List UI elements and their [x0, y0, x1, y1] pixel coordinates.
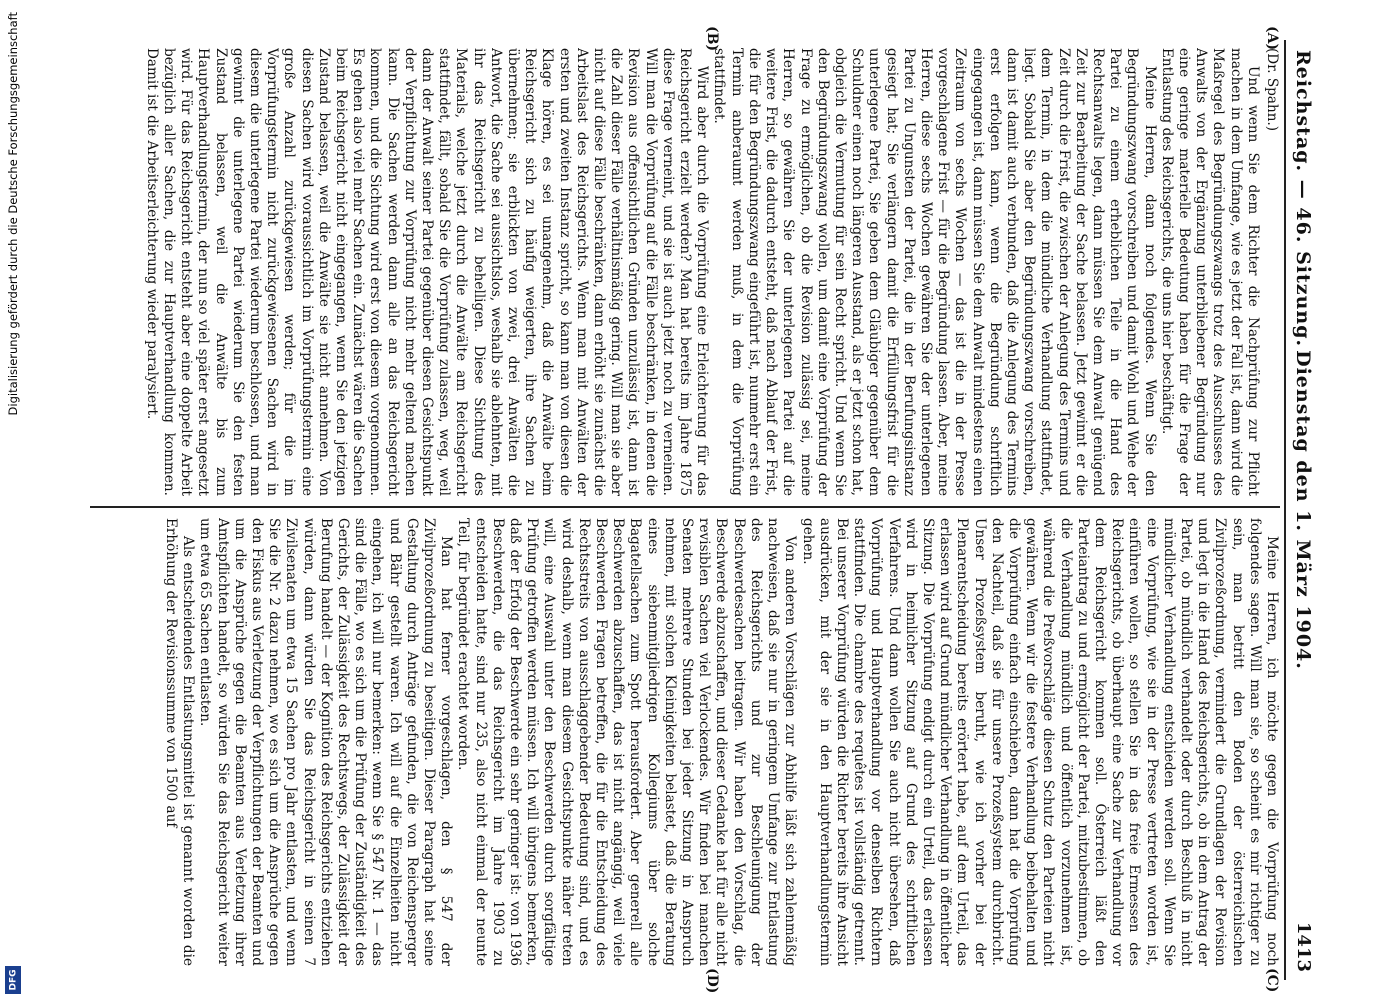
speaker-name: (Dr. Spahn.) [1264, 48, 1280, 132]
margin-marker-b: (B) [704, 26, 720, 52]
margin-marker-d: (D) [704, 968, 720, 994]
dfg-logo-text: DFG [8, 969, 19, 991]
page-number: 1413 [1293, 921, 1314, 972]
right-column [90, 518, 1280, 966]
dfg-logo [5, 966, 21, 994]
rotated-sheet [80, 26, 1320, 994]
header-rule [1284, 40, 1286, 980]
header-date: Dienstag den 1. März 1904. [1292, 350, 1314, 670]
column-divider [90, 506, 1280, 508]
paragraph: Von anderen Vorschlägen zur Abhilfe läßt sich zahlenmäßig nachweisen, daß sie nur in geringem Umfange zur Entlastung des Reichsgerichts und zur Beschleunigung der Beschwerdesachen beitragen. Wir haben den Vorschlag, die Beschwerde abzuschaffen, und dieser Gedanke hat für alle nicht revisiblen Sachen viel Verlockendes. Wir finden bei manchen Senaten mehrere Stunden bei jeder Sitzung in Anspruch nehmen, mit solchen Kleinigkeiten belastet, daß die Beratung eines siebenmitgliedrigen Kollegiums über solche Bagatellsachen zum Spott herausfordert. Aber generell alle Beschwerden abzuschaffen, das ist nicht angängig, weil viele Beschwerden Fragen betreffen, die für die Entscheidung des Rechtsstreits von ausschlaggebender Bedeutung sind, und es wird deshalb, wenn man diesem Gesichtspunkte näher treten will, eine Auswahl unter den Beschwerden durch sorgfältige Prüfung getroffen werden müssen. Ich will übrigens bemerken, daß der Erfolg der Beschwerde ein sehr geringer ist: von 1936 Beschwerden, die das Reichsgericht im Jahre 1903 zu entscheiden hatte, sind nur 235, also nicht einmal der neunte Teil, für begründet erachtet worden. [455, 518, 799, 966]
paragraph: Meine Herren, ich möchte gegen die Vorprüfung noch folgendes sagen. Will man sie, so scheint es mir richtiger zu sein, man betritt den Boden der österreichischen Zivilprozeßordnung, vermindert die Grundlagen der Revision und legt in die Hand des Reichsgerichts, ob in dem Antrag der Partei, ob mündlich verhandelt oder durch Beschluß in nicht mündlicher Verhandlung entschieden werden soll. Wenn Sie eine Vorprüfung, wie sie in der Presse vertreten worden ist, einführen wollen, so stellen Sie in das freie Ermessen des Reichsgerichts, ob überhaupt eine Sache zur Verhandlung vor dem Reichsgericht kommen soll. Österreich läßt den Parteiantrag zu und ermöglicht der Partei, mitzubestimmen, ob die Verhandlung mündlich und öffentlich vorzunehmen ist, während die Preßvorschläge diesen Schutz den Parteien nicht gewähren. Wenn wir die festere Verhandlung beibehalten und die Vorprüfung einfach einschieben, dann hat die Vorprüfung den Nachteil, daß sie für unsere Prozeßsystem durchbricht. Unser Prozeßsystem beruht, wie ich vorher bei der Plenarentscheidung bereits erörtert habe, auf dem Urteil, das erlassen wird auf Grund mündlicher Verhandlung in öffentlicher Sitzung. Die Vorprüfung endigt durch ein Urteil, das erlassen wird in heimlicher Sitzung auf Grund des schriftlichen Verfahrens. Und dann wollen Sie auch nicht übersehen, daß Vorprüfung und Hauptverhandlung vor denselben Richtern stattfinden. Die chambre des requêtes ist vollständig getrennt. Bei unserer Vorprüfung würden die Richter bereits ihre Ansicht ausdrücken, mit der sie in den Hauptverhandlungstermin gehen. [799, 518, 1280, 966]
margin-marker-a: (A) [1264, 26, 1280, 51]
paragraph: Und wenn Sie dem Richter die Nachprüfung zur Pflicht machen in dem Umfange, wie es jetzt der Fall ist, dann wird die Maßregel des Begründungszwangs trotz des Ausschlusses des Anwalts von der Ergänzung unterbliebener Begründung nur eine geringe materielle Bedeutung haben für die Frage der Entlastung des Reichsgerichts, die uns hier beschäftigt. [1158, 48, 1261, 496]
margin-marker-c: (C) [1264, 968, 1280, 993]
funding-sidebar [2, 0, 24, 1000]
header-left: Reichstag. — 46. Sitzung. [1292, 50, 1314, 348]
funding-notice: Digitalisierung gefördert durch die Deutsche Forschungsgemeinschaft [6, 12, 20, 416]
paragraph: Meine Herren, dann noch folgendes. Wenn Sie den Begründungszwang vorschreiben und damit Wohl und Wehe der Partei zu einem erheblichen Teile in die Hand des Rechtsanwalts legen, dann müssen Sie dem Anwalt genügend Zeit zur Bearbeitung der Sache belassen. Jetzt gewinnt er die Zeit durch die Frist, die zwischen der Anlegung des Termins und dem Termin, in dem die mündliche Verhandlung stattfindet, liegt. Sobald Sie aber den Begründungszwang vorschreiben, dann ist damit auch verbunden, daß die Anlegung des Termins erst erfolgen kann, wenn die Begründung schriftlich eingegangen ist, dann müssen Sie dem Anwalt mindestens einen Zeitraum von sechs Wochen — das ist die in der Presse vorgeschlagene Frist — für die Begründung lassen. Aber, meine Herren, diese sechs Wochen gewähren Sie der unterlegenen Partei zu Ungunsten der Partei, die in der Berufungsinstanz gesiegt hat; Sie verlängern damit die Erfüllungsfrist für die unterlegene Partei, Sie geben dem Gläubiger gegenüber dem Schuldner einen noch längeren Ausstand, als er jetzt schon hat, obgleich die Vermutung für sein Recht spricht. Und wenn Sie den Begründungszwang wollen, um damit eine Vorprüfung der Frage zu ermöglichen, ob die Revision zulässig sei, meine Herren, so gewähren Sie der unterlegenen Partei auf die weitere Frist, die dadurch entsteht, daß nach Ablauf der Frist, die für den Begründungszwang eingeführt ist, nunmehr erst ein Termin anberaumt werden muß, in dem die Vorprüfung stattfindet. [711, 48, 1158, 496]
paragraph: Man hat ferner vorgeschlagen, den § 547 der Zivilprozeßordnung zu beseitigen. Dieser Paragraph hat seine Gestaltung durch Anträge gefunden, die von Reichensperger und Bähr gestellt waren. Ich will auf die Einzelheiten nicht eingehen, ich will nur bemerken: wenn Sie § 547 Nr. 1 — das sind die Fälle, wo es sich um die Prüfung der Zuständigkeit des Gerichts, der Zulässigkeit des Rechtswegs, der Zulässigkeit der Berufung handelt — der Kognition des Reichsgerichts entziehen würden, dann würden Sie das Reichsgericht in seinen 7 Zivilsenaten um etwa 15 Sachen pro Jahr entlasten, und wenn Sie die Nr. 2 dazu nehmen, wo es sich um die Ansprüche gegen den Fiskus aus Verletzung der Verpflichtungen der Beamten und um die Ansprüche gegen die Beamten aus Verletzung ihrer Amtspflichten handelt, so würden Sie das Reichsgericht weiter um etwa 65 Sachen entlasten. [197, 518, 455, 966]
paragraph: Wird aber durch die Vorprüfung eine Erleichterung für das Reichsgericht erzielt werden? Man hat bereits im Jahre 1875 diese Frage verneint, und sie ist auch jetzt noch zu verneinen. Will man die Vorprüfung auf die Fälle beschränken, in denen die Revision aus offensichtlichen Gründen unzulässig ist, dann ist die Zahl dieser Fälle verhältnismäßig gering. Will man sie aber nicht auf diese Fälle beschränken, dann erhöht sie zunächst die Arbeitslast des Reichsgerichts. Wenn man mit Anwälten der ersten und zweiten Instanz spricht, so kann man von diesen die Klage hören, es sei unangenehm, daß die Anwälte beim Reichsgericht sich zu häufig weigerten, ihre Sachen zu übernehmen; sie erblickten von zwei, drei Anwälten die Antwort, die Sache sei aussichtslos, weshalb sie ablehnten, mit ihr das Reichsgericht zu behelligen. Diese Sichtung des Materials, welche jetzt durch die Anwälte am Reichsgericht stattfindet, fällt, sobald Sie die Vorprüfung zulassen, weg, weil dann der Anwalt seiner Partei gegenüber diesen Gesichtspunkt der Verpflichtung zur Vorprüfung nicht mehr geltend machen kann. Die Sachen werden dann alle an das Reichsgericht kommen, und die Sichtung wird erst von diesem vorgenommen. Es gehen also viel mehr Sachen ein. Zunächst wären die Sachen beim Reichsgericht nicht eingegangen, wenn Sie den jetzigen Zustand belassen, weil die Anwälte sie nicht annehmen. Von diesen Sachen wird voraussichtlich im Vorprüfungstermin eine große Anzahl zurückgewiesen werden; für die im Vorprüfungstermin nicht zurückgewiesenen Sachen wird in diesem die unterlegene Partei wiederum beschlossen, und man gewinnt die unterlegene Partei wiederum Sie den festen Zustand belassen, weil die Anwälte bis zum Hauptverhandlungstermin, der nun so viel später erst angesetzt wird. Für das Reichsgericht entsteht aber eine doppelte Arbeit bezüglich aller Sachen, die zur Hauptverhandlung kommen. Damit ist die Arbeitserleichterung wieder paralysiert. [143, 48, 711, 496]
running-header [1286, 40, 1320, 980]
left-column [90, 48, 1280, 496]
paragraph: Als entscheidendes Entlastungsmittel ist genannt worden die Erhöhung der Revisionssumme von 1500 auf [163, 518, 197, 966]
